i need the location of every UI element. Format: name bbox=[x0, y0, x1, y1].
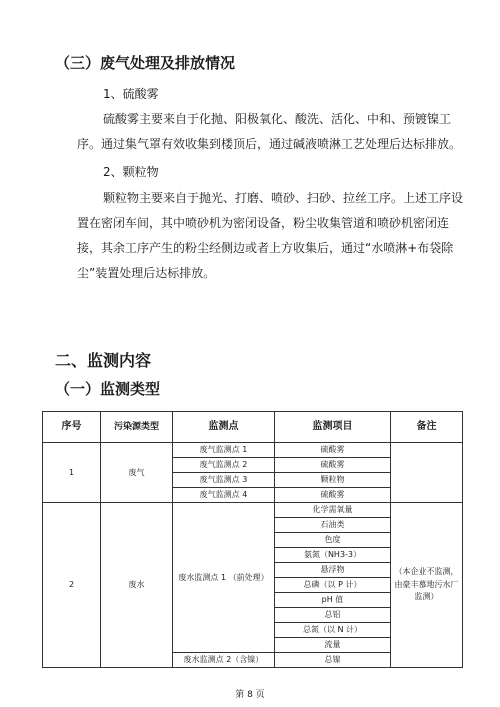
item-2-paragraph: 颗粒物主要来自于抛光、打磨、喷砂、扫砂、拉丝工序。上述工序设置在密闭车间，其中喷砂机为密闭设备，粉尘收集管道和喷砂机密闭连接，其余工序产生的粉尘经侧边或者上方收集后，通过“水喷淋+布袋除尘”装置处理后达标排放。 bbox=[77, 191, 464, 280]
group-2-note: （本企业不监测，由豪丰慕地污水厂监测） bbox=[391, 503, 463, 668]
header-point: 监测点 bbox=[173, 412, 275, 443]
water-item: 悬浮物 bbox=[275, 563, 391, 578]
table-row bbox=[43, 503, 463, 518]
water-item: 化学需氧量 bbox=[275, 503, 391, 518]
table-header-row bbox=[43, 412, 463, 443]
water-point-1: 废水监测点 1 （前处理） bbox=[173, 503, 275, 653]
group-1-type: 废气 bbox=[101, 443, 173, 503]
section-two-heading: 二、监测内容 bbox=[55, 351, 152, 370]
gas-item: 硫酸雾 bbox=[275, 488, 391, 503]
page-number: 第 8 页 bbox=[235, 690, 265, 700]
water-point-2: 废水监测点 2（含镍） bbox=[173, 653, 275, 668]
section-3-heading: （三）废气处理及排放情况 bbox=[55, 54, 236, 72]
water-item: 氨氮（NH3-3） bbox=[275, 548, 391, 563]
group-1-note bbox=[391, 443, 463, 503]
water-item: 流量 bbox=[275, 638, 391, 653]
item-1-title: 1、硫酸雾 bbox=[103, 87, 159, 101]
group-1-no: 1 bbox=[43, 443, 101, 503]
water-item: 色度 bbox=[275, 533, 391, 548]
monitoring-type-heading: （一）监测类型 bbox=[55, 380, 161, 398]
gas-item: 硫酸雾 bbox=[275, 458, 391, 473]
water-item: pH 值 bbox=[275, 593, 391, 608]
water-item: 总镍 bbox=[275, 653, 391, 668]
gas-point: 废气监测点 3 bbox=[173, 473, 275, 488]
header-source-type: 污染源类型 bbox=[101, 412, 173, 443]
water-item: 石油类 bbox=[275, 518, 391, 533]
gas-point: 废气监测点 4 bbox=[173, 488, 275, 503]
water-item: 总铝 bbox=[275, 608, 391, 623]
header-note: 备注 bbox=[391, 412, 463, 443]
water-item: 总磷（以 P 计） bbox=[275, 578, 391, 593]
header-no: 序号 bbox=[43, 412, 101, 443]
monitoring-table bbox=[42, 411, 463, 668]
gas-point: 废气监测点 2 bbox=[173, 458, 275, 473]
item-1-paragraph: 硫酸雾主要来自于化抛、阳极氧化、酸洗、活化、中和、预镀镍工序。通过集气罩有效收集到楼顶后，通过碱液喷淋工艺处理后达标排放。 bbox=[77, 112, 462, 151]
gas-item: 颗粒物 bbox=[275, 473, 391, 488]
group-2-no: 2 bbox=[43, 503, 101, 668]
item-2-title: 2、颗粒物 bbox=[103, 165, 159, 179]
header-item: 监测项目 bbox=[275, 412, 391, 443]
gas-point: 废气监测点 1 bbox=[173, 443, 275, 458]
group-2-type: 废水 bbox=[101, 503, 173, 668]
table-row bbox=[43, 443, 463, 458]
gas-item: 硫酸雾 bbox=[275, 443, 391, 458]
water-item: 总氮（以 N 计） bbox=[275, 623, 391, 638]
